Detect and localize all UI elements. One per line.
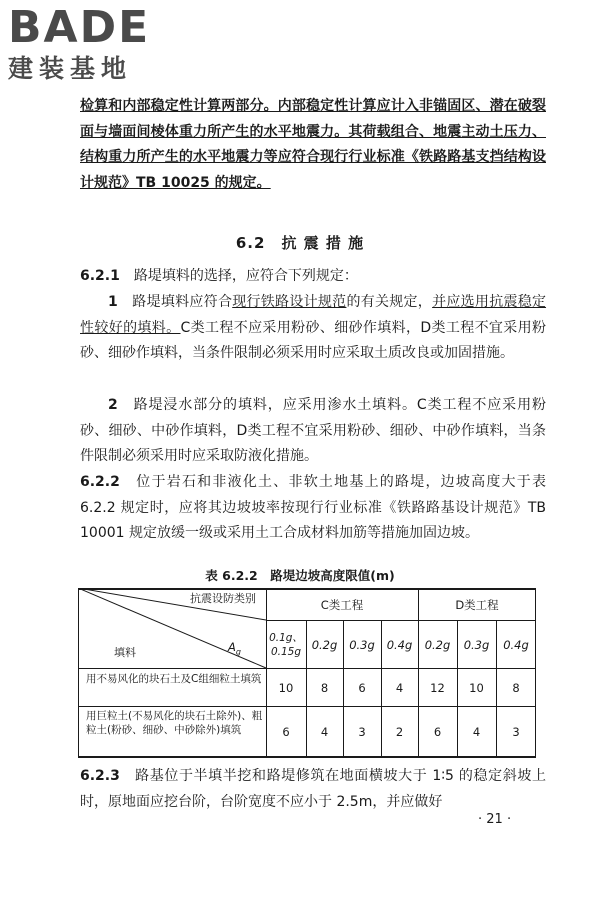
row-2-value: 6 — [433, 724, 442, 739]
clause-6-2-3 — [80, 764, 546, 815]
bade-logo — [8, 2, 178, 90]
clause-text: 路基位于半填半挖和路堤修筑在地面横坡大于 1∶5 的稳定斜坡上时，原地面应挖台阶，台阶宽度不应小于 2.5m，并应做好 — [80, 768, 546, 810]
col-c-1: 0.1g、0.15g — [269, 631, 303, 658]
clause-number: 6.2.2 — [80, 474, 120, 490]
corner-top-label: 抗震设防类别 — [190, 592, 256, 605]
section-title: 6.2 抗 震 措 施 — [235, 234, 365, 252]
slope-height-table — [78, 588, 536, 758]
col-d-3: 0.4g — [503, 637, 529, 652]
row-1-label: 用不易风化的块石土及C组细粒土填筑 — [86, 673, 262, 685]
logo-wordmark: BADE — [8, 2, 151, 53]
row-1-value: 4 — [395, 680, 404, 695]
row-1-value: 10 — [278, 680, 294, 695]
clause-number: 6.2.1 — [80, 268, 120, 284]
row-2-label: 用巨粒土(不易风化的块石土除外)、粗粒土(粉砂、细砂、中砂除外)填筑 — [86, 710, 263, 736]
clause-text: 位于岩石和非液化土、非软土地基上的路堤，边坡高度大于表 6.2.2 规定时，应将其边坡坡率按现行行业标准《铁路路基设计规范》TB 10001 规定放缓一级或采用土工合成材料加筋等措施加固边坡。 — [80, 474, 546, 541]
col-d-1: 0.2g — [424, 637, 451, 652]
item-text-part1: 路堤填料应符合 — [117, 294, 233, 310]
row-1-value: 12 — [430, 680, 445, 695]
row-2-value: 2 — [395, 724, 404, 739]
row-2-value: 4 — [472, 724, 481, 739]
table-caption: 表 6.2.2 路堤边坡高度限值(m) — [205, 568, 395, 583]
clause-6-2-2 — [80, 470, 546, 547]
row-1-value: 8 — [512, 680, 520, 695]
item-text-part3: 的有关规定， — [346, 294, 433, 310]
page-number: · 21 · — [478, 812, 512, 827]
row-2-value: 6 — [282, 724, 290, 739]
row-1-value: 10 — [469, 680, 484, 695]
intro-text: 检算和内部稳定性计算两部分。内部稳定性计算应计入非锚固区、潜在破裂面与墙面间棱体重力所产生的水平地震力。其荷载组合、地震主动土压力、结构重力所产生的水平地震力等应符合现行行业标准《铁路路基支挡结构设计规范》TB 10025 的规定。 — [80, 98, 546, 191]
intro-paragraph — [80, 94, 546, 196]
clause-6-2-1 — [80, 264, 546, 290]
corner-mid-label: $A_g$ — [228, 640, 241, 657]
item-number: 2 — [108, 397, 118, 413]
table-border-bottom — [78, 756, 536, 758]
item-text-part2: 现行铁路设计规范 — [232, 294, 347, 310]
corner-left-label: 填料 — [114, 646, 136, 659]
clause-6-2-1-item-1 — [80, 290, 546, 367]
item-text-part5: C类工程不应采用粉砂、细砂作填料，D类工程不宜采用粉砂、细砂作填料，当条件限制必须采用时应采取土质改良或加固措施。 — [80, 319, 547, 361]
row-1-value: 8 — [320, 680, 329, 695]
item-number: 1 — [108, 294, 118, 310]
row-2-value: 3 — [512, 724, 520, 739]
col-d-2: 0.3g — [463, 637, 490, 652]
clause-6-2-1-item-2 — [80, 393, 546, 470]
group-c-header: C类工程 — [320, 598, 364, 612]
col-c-4: 0.4g — [386, 637, 413, 652]
item-text: 路堤浸水部分的填料，应采用渗水土填料。C类工程不应采用粉砂、细砂、中砂作填料，D类工程不宜采用粉砂、细砂、中砂作填料，当条件限制必须采用时应采取防液化措施。 — [80, 397, 546, 464]
clause-text: 路堤填料的选择，应符合下列规定： — [119, 268, 358, 284]
row-2-value: 3 — [358, 724, 366, 739]
group-d-header: D类工程 — [455, 598, 499, 612]
row-1-value: 6 — [358, 680, 366, 695]
col-c-2: 0.2g — [311, 637, 338, 652]
logo-subtitle: 建装基地 — [8, 54, 133, 83]
col-c-3: 0.3g — [349, 637, 375, 652]
clause-number: 6.2.3 — [80, 768, 120, 784]
row-2-value: 4 — [320, 724, 329, 739]
item-text-part4: 并应选用抗震稳定性较好的填料。 — [80, 294, 547, 336]
